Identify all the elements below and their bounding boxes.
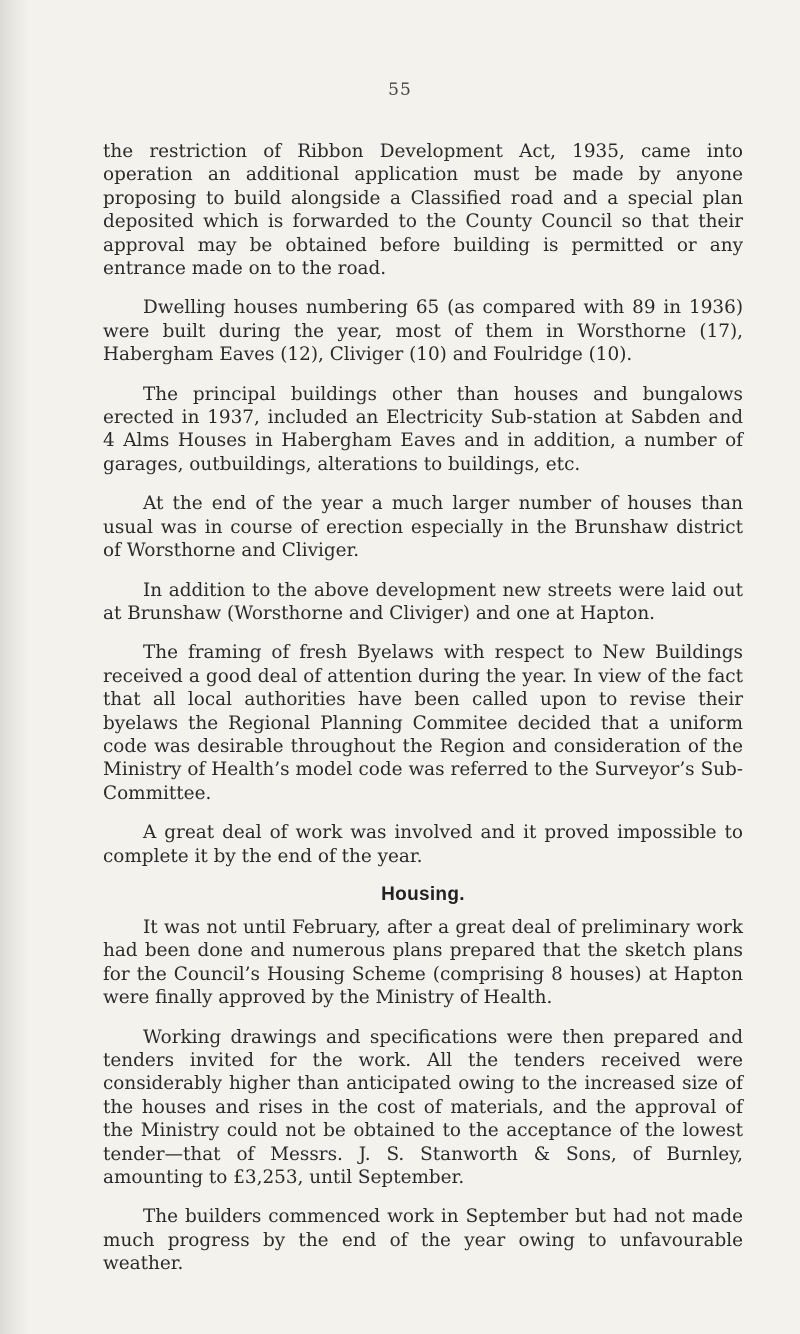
paragraph-dwelling-houses: Dwelling houses numbering 65 (as compared with 89 in 1936) were built during the year, most of them in Worsthorne (17), Habergham Eaves (12), Cliviger (10) and Foulridge (10). (103, 297, 743, 366)
binding-shadow (0, 0, 30, 1334)
paragraph-tenders: Working drawings and specifications were then prepared and tenders invited for the work. All the tenders received were considerably higher than anticipated owing to the increased size of the houses and rises in the cost of materials, and the approval of the Ministry could not be obtained to the acceptance of the lowest tender—that of Messrs. J. S. Stanworth & Sons, of Burnley, amounting to £3,253, until September. (103, 1026, 743, 1189)
paragraph-principal-buildings: The principal buildings other than houses and bungalows erected in 1937, included an Electricity Sub-station at Sabden and 4 Alms Houses in Habergham Eaves and in addition, a number of garages, outbuildings, alterations to buildings, etc. (103, 383, 743, 475)
section-heading-housing: Housing. (381, 883, 465, 905)
paragraph-builders-progress: The builders commenced work in September but had not made much progress by the end of the year owing to unfavourable weather. (103, 1206, 743, 1275)
page-number: 55 (388, 80, 412, 100)
paragraph-houses-in-erection: At the end of the year a much larger number of houses than usual was in course of erection especially in the Brunshaw district of Worsthorne and Cliviger. (103, 493, 743, 562)
page-body (103, 140, 743, 1292)
paragraph-byelaws: The framing of fresh Byelaws with respect to New Buildings received a good deal of attention during the year. In view of the fact that all local authorities have been called upon to revise their byelaws the Regional Planning Commitee decided that a uniform code was desirable throughout the Region and consideration of the Ministry of Health’s model code was referred to the Surveyor’s Sub-Committee. (103, 642, 743, 804)
paragraph-sketch-plans: It was not until February, after a great deal of preliminary work had been done and numerous plans prepared that the sketch plans for the Council’s Housing Scheme (comprising 8 houses) at Hapton were finally approved by the Ministry of Health. (103, 916, 743, 1009)
paragraph-new-streets: In addition to the above development new streets were laid out at Brunshaw (Worsthorne and Cliviger) and one at Hapton. (103, 579, 743, 624)
paragraph-ribbon-development: the restriction of Ribbon Development Act, 1935, came into operation an additional application must be made by anyone proposing to build alongside a Classified road and a special plan deposited which is forwarded to the County Council so that their approval may be obtained before building is permitted or any entrance made on to the road. (103, 141, 743, 280)
paragraph-work-involved: A great deal of work was involved and it proved impossible to complete it by the end of the year. (103, 822, 743, 867)
